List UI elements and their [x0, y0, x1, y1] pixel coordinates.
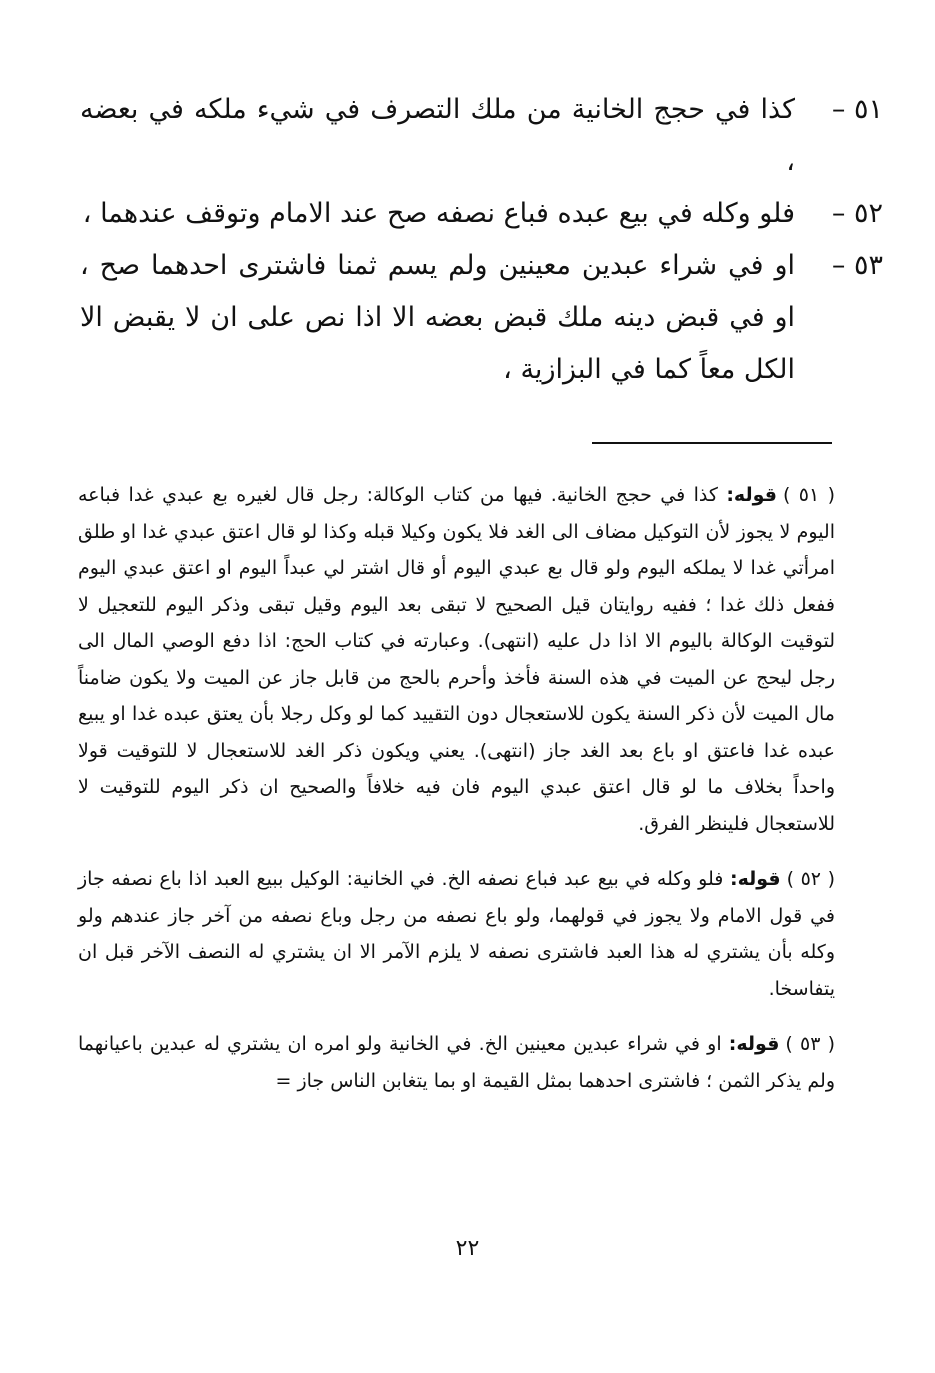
commentary-note: [78, 861, 835, 1007]
verse-number: ٥١ –: [831, 94, 883, 125]
commentary-note: [78, 1026, 835, 1099]
note-keyword: قوله:: [729, 868, 781, 890]
verse-item: [80, 240, 883, 396]
note-text: كذا في حجج الخانية. فيها من كتاب الوكالة: رجل قال لغيره بع عبدي غدا فباعه اليوم لا يجوز لأن التوكيل مضاف الى الغد فلا يكون وكيلا قبله وكذا لو قال اعتق عبدي غدا او طلق امرأتي غدا لا يملكه اليوم ولو قال بع عبدي اليوم أو قال اشتر لي عبداً اليوم او اعتق عبدي اليوم ففعل ذلك غدا ؛ ففيه روايتان قيل الصحيح لا تبقى بعد اليوم وقيل تبقى وذكر اليوم للتعجيل لا لتوقيت الوكالة باليوم الا اذا دل عليه (انتهى). وعبارته في كتاب الحج: اذا دفع الوصي المال الى رجل ليحج عن الميت في هذه السنة فأخذ وأحرم بالحج من قابل جاز عن الميت ولا يكون ضامناً مال الميت لأن ذكر السنة يكون للاستعجال دون التقييد كما لو وكل رجلا بأن يعتق عبده غدا او يبيع عبده غدا فاعتق او باع بعد الغد جاز (انتهى). يعني ويكون ذكر الغد للاستعجال لا للتوقيت قولا واحداً بخلاف ما لو قال اعتق عبدي اليوم فان فيه خلافاً والصحيح ان ذكر اليوم للتوقيت لا للاستعجال فلينظر الفرق.: [78, 484, 835, 835]
note-text: فلو وكله في بيع عبد فباع نصفه الخ. في الخانية: الوكيل ببيع العبد اذا باع نصفه جاز في قول الامام ولا يجوز في قولهما، ولو باع نصفه من رجل وباع نصفه من آخر جاز عندهم ولو وكله بأن يشتري له هذا العبد فاشترى نصفه لا يلزم الآمر الا ان يشتري له النصف الآخر قبل ان يتفاسخا.: [78, 868, 835, 1000]
note-text: او في شراء عبدين معينين الخ. في الخانية ولو امره ان يشتري له عبدين باعيانهما ولم يذكر الثمن ؛ فاشترى احدهما بمثل القيمة او بما يتغابن الناس جاز =: [78, 1033, 835, 1092]
note-reference: ( ٥١ ): [782, 484, 836, 506]
verse-item: [80, 84, 883, 188]
note-reference: ( ٥٢ ): [786, 868, 836, 890]
note-keyword: قوله:: [726, 484, 777, 506]
verse-item: [80, 188, 883, 240]
verse-text: كذا في حجج الخانية من ملك التصرف في شيء ملكه في بعضه ،: [80, 94, 795, 177]
verse-text: فلو وكله في بيع عبده فباع نصفه صح عند الامام وتوقف عندهما ،: [82, 198, 795, 229]
page-number: ٢٢: [455, 1236, 480, 1261]
note-keyword: قوله:: [728, 1033, 780, 1055]
verse-number: ٥٢ –: [831, 198, 883, 229]
commentary-block: [78, 458, 835, 1105]
verse-text: او في شراء عبدين معينين ولم يسم ثمنا فاشترى احدهما صح ، او في قبض دينه ملك قبض بعضه الا اذا نص على ان لا يقبض الا الكل معاً كما في البزازية ،: [80, 250, 795, 385]
footnote-divider: [592, 442, 832, 444]
commentary-note: [78, 477, 835, 842]
verse-number: ٥٣ –: [831, 250, 883, 281]
note-reference: ( ٥٣ ): [785, 1033, 836, 1055]
verses-block: [80, 84, 883, 396]
